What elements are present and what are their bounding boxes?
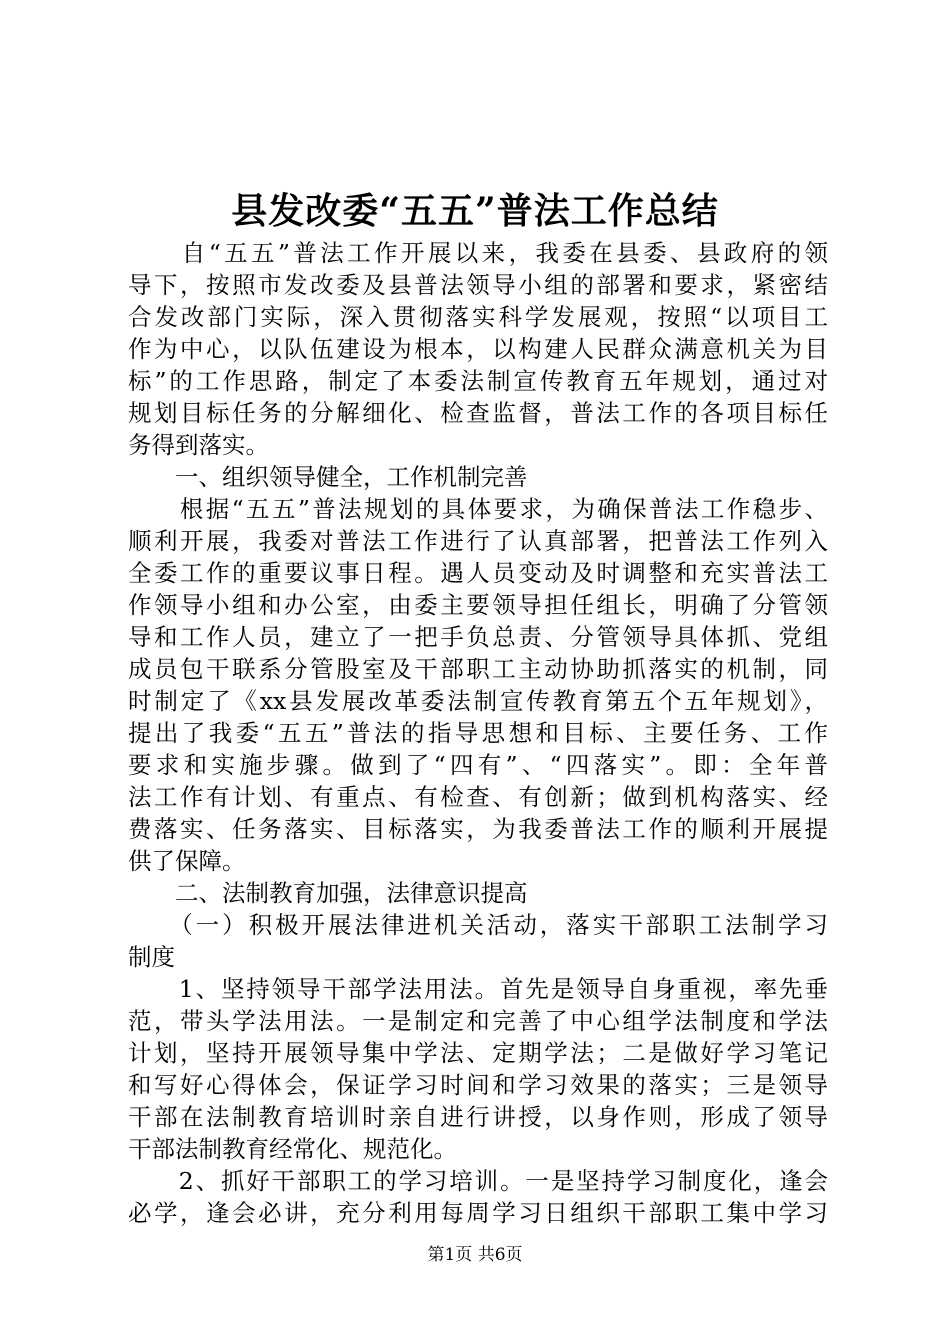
body-line: 一、组织领导健全，工作机制完善 [128, 463, 528, 491]
body-line: 制度 [128, 943, 175, 971]
document-body [128, 237, 828, 1229]
body-line: 必学，逢会必讲，充分利用每周学习日组织干部职工集中学习 [128, 1199, 828, 1227]
body-line: 干部在法制教育培训时亲自进行讲授，以身作则，形成了领导 [128, 1103, 828, 1131]
body-line: 导和工作人员，建立了一把手负总责、分管领导具体抓、党组 [128, 623, 828, 651]
page-footer: 第1页 共6页 [427, 1245, 523, 1265]
body-line: 务得到落实。 [128, 431, 269, 459]
body-line: 时制定了《xx县发展改革委法制宣传教育第五个五年规划》， [128, 687, 828, 715]
document-title: 县发改委“五五”普法工作总结 [231, 190, 719, 232]
body-line: 法工作有计划、有重点、有检查、有创新；做到机构落实、经 [128, 783, 828, 811]
body-line: 全委工作的重要议事日程。遇人员变动及时调整和充实普法工 [128, 559, 828, 587]
body-line: 二、法制教育加强，法律意识提高 [128, 879, 528, 907]
body-line: 计划，坚持开展领导集中学法、定期学法；二是做好学习笔记 [128, 1039, 828, 1067]
body-line: 成员包干联系分管股室及干部职工主动协助抓落实的机制，同 [128, 655, 828, 683]
body-line: 根据“五五”普法规划的具体要求，为确保普法工作稳步、 [128, 495, 828, 523]
body-line: 供了保障。 [128, 847, 246, 875]
body-line: 自“五五”普法工作开展以来，我委在县委、县政府的领 [128, 239, 828, 267]
body-line: 费落实、任务落实、目标落实，为我委普法工作的顺利开展提 [128, 815, 828, 843]
body-line: 作为中心，以队伍建设为根本，以构建人民群众满意机关为目 [128, 335, 828, 363]
body-line: 规划目标任务的分解细化、检查监督，普法工作的各项目标任 [128, 399, 828, 427]
body-line: 标”的工作思路，制定了本委法制宣传教育五年规划，通过对 [128, 367, 828, 395]
body-line: 要求和实施步骤。做到了“四有”、“四落实”。即：全年普 [128, 751, 828, 779]
body-line: 范，带头学法用法。一是制定和完善了中心组学法制度和学法 [128, 1007, 828, 1035]
body-line: 顺利开展，我委对普法工作进行了认真部署，把普法工作列入 [128, 527, 828, 555]
body-line: 导下，按照市发改委及县普法领导小组的部署和要求，紧密结 [128, 271, 828, 299]
body-line: （一）积极开展法律进机关活动，落实干部职工法制学习 [128, 911, 828, 939]
body-line: 合发改部门实际，深入贯彻落实科学发展观，按照“以项目工 [128, 303, 828, 331]
body-line: 干部法制教育经常化、规范化。 [128, 1135, 457, 1163]
body-line: 作领导小组和办公室，由委主要领导担任组长，明确了分管领 [128, 591, 828, 619]
body-line: 和写好心得体会，保证学习时间和学习效果的落实；三是领导 [128, 1071, 828, 1099]
body-line: 2、抓好干部职工的学习培训。一是坚持学习制度化，逢会 [128, 1167, 828, 1195]
body-line: 1、坚持领导干部学法用法。首先是领导自身重视，率先垂 [128, 975, 828, 1003]
body-line: 提出了我委“五五”普法的指导思想和目标、主要任务、工作 [128, 719, 828, 747]
